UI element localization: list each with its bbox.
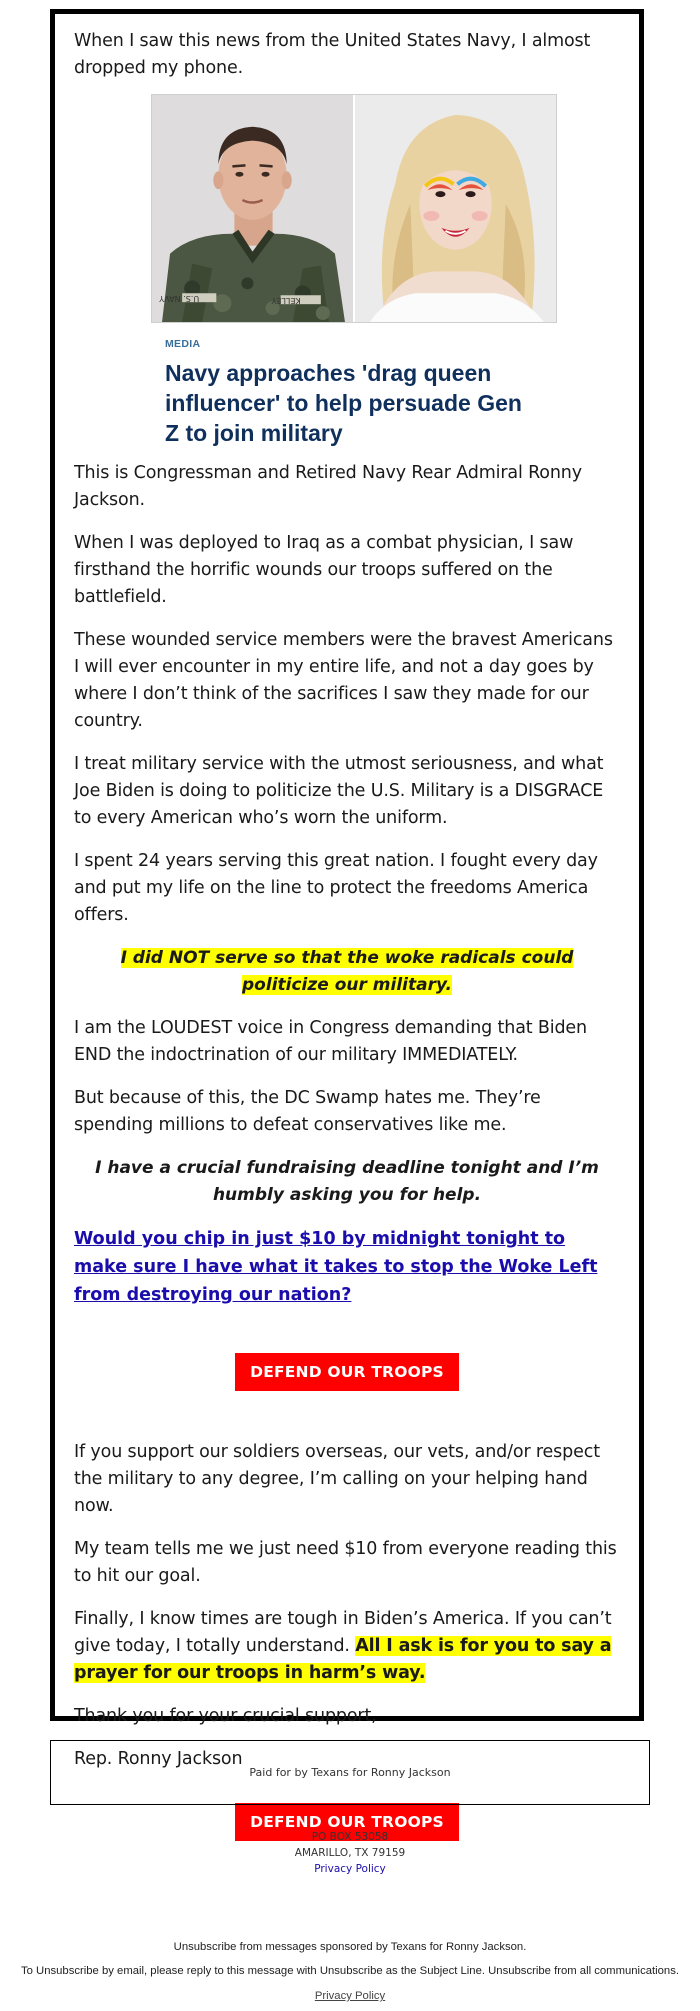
signature: Rep. Ronny Jackson <box>74 1749 243 1769</box>
paid-for-box <box>50 1740 650 1805</box>
highlight-callout <box>74 945 620 999</box>
unsubscribe-line[interactable]: Unsubscribe from messages sponsored by Texans for Ronny Jackson. <box>173 1941 527 1953</box>
paragraph: I treat military service with the utmost seriousness, and what Joe Biden is doing to politicize the U.S. Military is a DISGRACE to every American who’s worn the uniform. <box>74 754 604 828</box>
article-category: MEDIA <box>165 338 201 350</box>
article-card[interactable] <box>151 94 557 448</box>
highlighted-text: I did NOT serve so that the woke radicals could politicize our military. <box>120 948 574 995</box>
article-headline[interactable]: Navy approaches 'drag queen influencer' to help persuade Gen Z to join military <box>165 360 522 446</box>
paragraph: But because of this, the DC Swamp hates me. They’re spending millions to defeat conservatives like me. <box>74 1088 541 1135</box>
paragraph: These wounded service members were the bravest Americans I will ever encounter in my entire life, and not a day goes by where I don’t think of the sacrifices I saw they made for our country. <box>74 630 613 731</box>
paragraph: When I was deployed to Iraq as a combat physician, I saw firsthand the horrific wounds our troops suffered on the battlefield. <box>74 533 574 607</box>
uniform-tape-text: U.S. NAVY <box>159 294 200 304</box>
city-line: AMARILLO, TX 79159 <box>294 1847 406 1859</box>
intro-paragraph: When I saw this news from the United States Navy, I almost dropped my phone. <box>74 31 591 78</box>
paid-for-text: Paid for by Texans for Ronny Jackson <box>249 1766 451 1779</box>
donate-link[interactable]: Would you chip in just $10 by midnight tonight to make sure I have what it takes to stop the Woke Left from destroying our nation? <box>74 1229 598 1305</box>
paragraph: If you support our soldiers overseas, our vets, and/or respect the military to any degree, I’m calling on your helping hand now. <box>74 1442 600 1516</box>
article-image[interactable] <box>151 94 557 323</box>
mailing-address <box>0 1829 700 1877</box>
name-tape-text: KELLEY <box>271 296 301 306</box>
po-box: PO BOX 53058 <box>311 1831 389 1843</box>
defend-troops-button-bottom[interactable]: DEFEND OUR TROOPS <box>235 1803 459 1841</box>
unsubscribe-section <box>0 1939 700 2004</box>
privacy-policy-link-bottom[interactable]: Privacy Policy <box>314 1990 386 2002</box>
paragraph: This is Congressman and Retired Navy Rear Admiral Ronny Jackson. <box>74 463 582 510</box>
closing-highlight: All I ask is for you to say a prayer for our troops in harm’s way. <box>74 1636 612 1683</box>
thanks-line: Thank you for your crucial support, <box>74 1706 377 1726</box>
ask-callout: I have a crucial fundraising deadline tonight and I’m humbly asking you for help. <box>95 1158 599 1205</box>
paragraph: My team tells me we just need $10 from everyone reading this to hit our goal. <box>74 1539 617 1586</box>
paragraph: I spent 24 years serving this great nation. I fought every day and put my life on the line to protect the freedoms America offers. <box>74 851 598 925</box>
defend-troops-button[interactable]: DEFEND OUR TROOPS <box>235 1353 459 1391</box>
sailor-photo <box>152 95 353 322</box>
closing-text: Finally, I know times are tough in Biden’s America. If you can’t give today, I totally understand. <box>74 1609 612 1656</box>
privacy-policy-link[interactable]: Privacy Policy <box>314 1863 386 1875</box>
drag-queen-photo <box>353 95 556 322</box>
unsubscribe-instructions[interactable]: To Unsubscribe by email, please reply to this message with Unsubscribe as the Subject Line. Unsubscribe from all communications. <box>20 1965 680 1977</box>
closing-paragraph <box>74 1606 620 1687</box>
paragraph: I am the LOUDEST voice in Congress demanding that Biden END the indoctrination of our military IMMEDIATELY. <box>74 1018 587 1065</box>
